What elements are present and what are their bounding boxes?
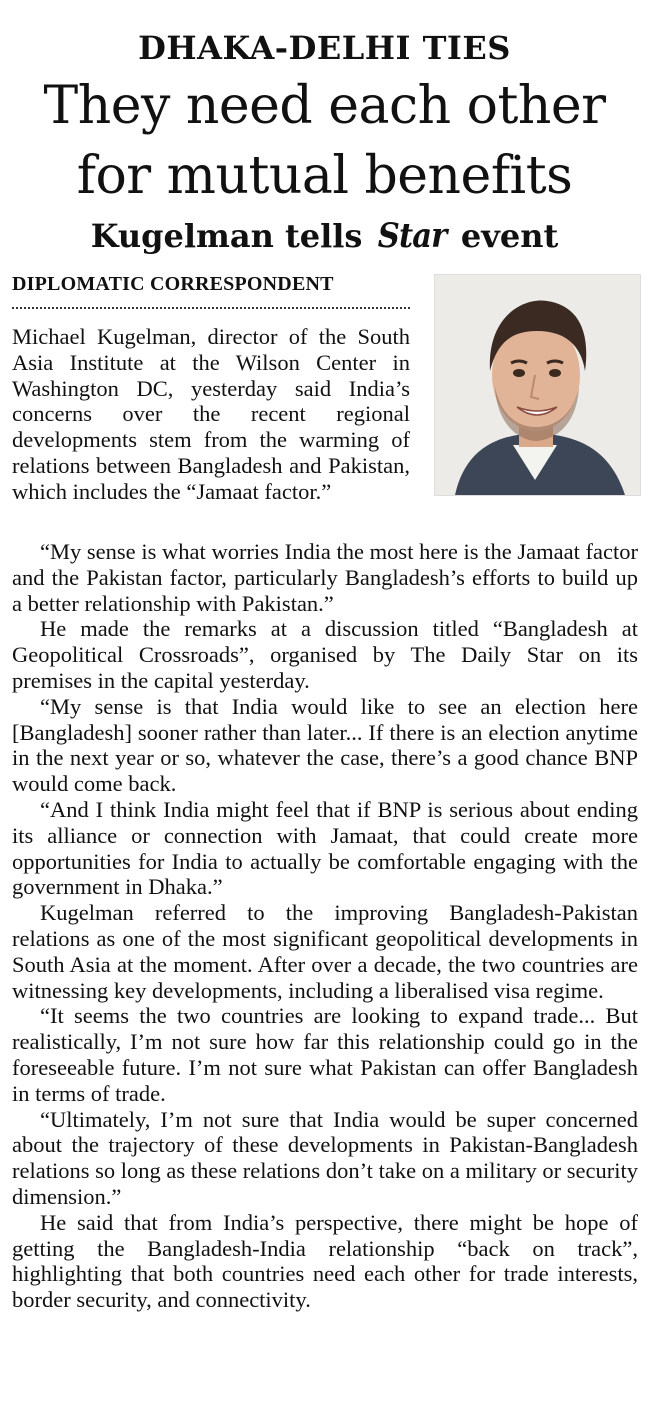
portrait-photo-icon (435, 275, 640, 495)
paragraph: “My sense is that India would like to see an election here [Bangladesh] sooner rather than later... If there is an election anytime in the next year or so, whatever the case, there’s a good chance BNP would come back. (12, 693, 638, 797)
article-kicker: DHAKA-DELHI TIES (138, 29, 511, 67)
subheadline (0, 214, 649, 258)
paragraph: “It seems the two countries are looking to expand trade... But realistically, I’m not sure how far this relationship could go in the foreseeable future. I’m not sure what Pakistan can offer Bangladesh in terms of trade. (12, 1003, 638, 1106)
paragraph: Kugelman referred to the improving Bangladesh-Pakistan relations as one of the most significant geopolitical developments in South Asia at the moment. After over a decade, the two countries are witnessing key developments, including a liberalised visa regime. (12, 900, 638, 1003)
paragraph: Michael Kugelman, director of the South Asia Institute at the Wilson Center in Washington DC, yesterday said India’s concerns over the recent regional developments stem from the warming of relations between Bangladesh and Pakistan, which includes the “Jamaat factor.” (12, 324, 410, 504)
paragraph: He said that from India’s perspective, there might be hope of getting the Bangladesh-India relationship “back on track”, highlighting that both countries need each other for trade interests, border security, and connectivity. (12, 1209, 638, 1313)
paragraph: “And I think India might feel that if BNP is serious about ending its alliance or connection with Jamaat, that could create more opportunities for India to actually be comfortable engaging with the government in Dhaka.” (12, 796, 638, 900)
headline-line-1: They need each other (43, 76, 606, 136)
subhead-prefix: Kugelman tells (90, 217, 363, 255)
paragraph: He made the remarks at a discussion titled “Bangladesh at Geopolitical Crossroads”, organised by The Daily Star on its premises in the capital yesterday. (12, 616, 638, 693)
daily-star-logo: Star (377, 216, 446, 256)
paragraph: “My sense is what worries India the most here is the Jamaat factor and the Pakistan factor, particularly Bangladesh’s efforts to build up a better relationship with Pakistan.” (12, 539, 638, 616)
paragraph: “Ultimately, I’m not sure that India would be super concerned about the trajectory of these developments in Pakistan-Bangladesh relations so long as these relations don’t take on a military or security dimension.” (12, 1106, 638, 1209)
byline: DIPLOMATIC CORRESPONDENT (12, 273, 334, 295)
article-body-column-narrow (12, 324, 410, 505)
subhead-suffix: event (460, 217, 559, 255)
byline-divider (12, 307, 410, 309)
article-body-column-wide (12, 539, 638, 1313)
headline-line-2: for mutual benefits (76, 146, 573, 206)
portrait-photo (434, 274, 641, 496)
